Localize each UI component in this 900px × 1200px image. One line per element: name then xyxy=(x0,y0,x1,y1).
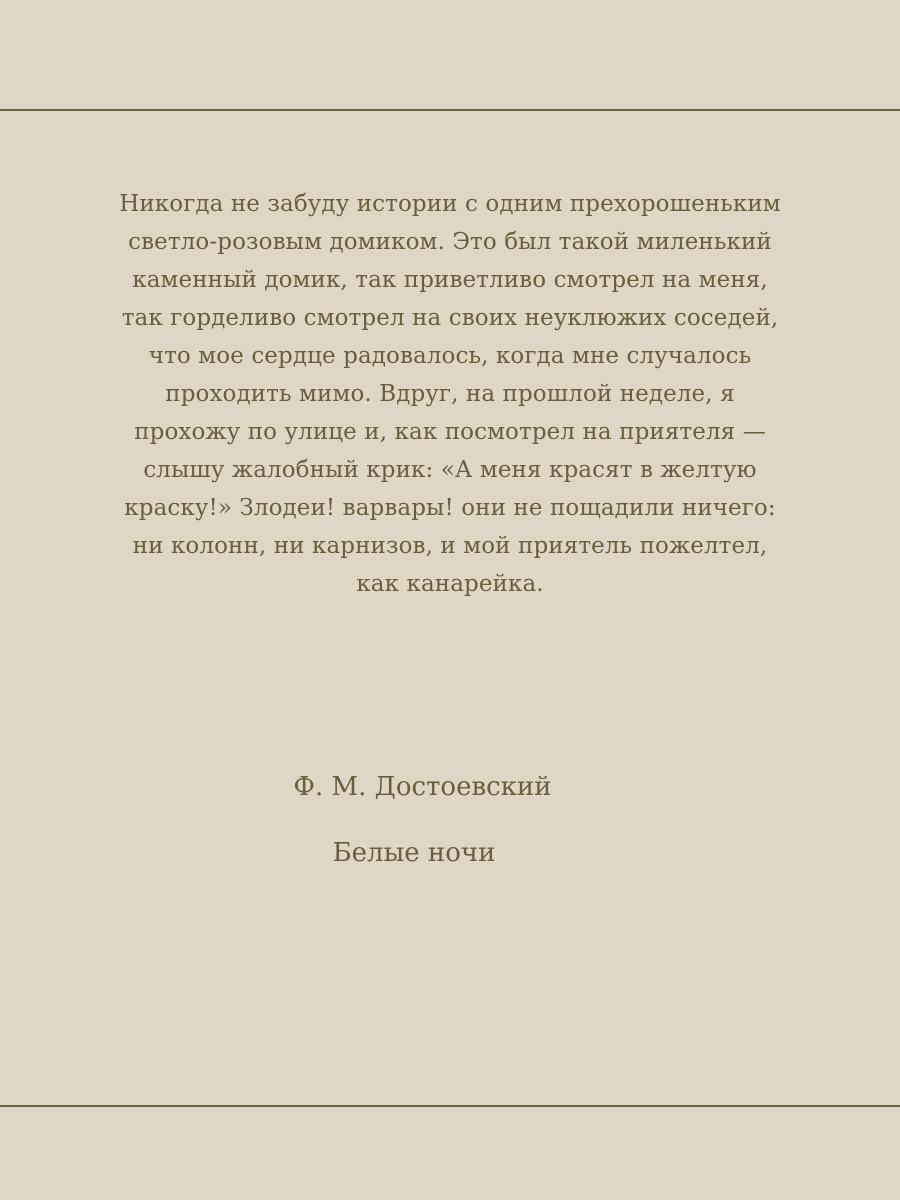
quote-line: слышу жалобный крик: «А меня красят в желтую xyxy=(143,457,757,483)
quote-line: краску!» Злодеи! варвары! они не пощадили ничего: xyxy=(124,495,776,521)
quote-line: проходить мимо. Вдруг, на прошлой неделе, я xyxy=(165,381,735,407)
quote-line: как канарейка. xyxy=(356,571,544,597)
quote-line: Никогда не забуду истории с одним прехорошеньким xyxy=(119,191,781,217)
quote-line: светло-розовым домиком. Это был такой миленький xyxy=(128,229,772,255)
author-name: Ф. М. Достоевский xyxy=(293,772,552,802)
bottom-divider xyxy=(0,1105,900,1107)
quote-text xyxy=(90,185,810,603)
quote-line: так горделиво смотрел на своих неуклюжих соседей, xyxy=(121,305,779,331)
work-title: Белые ночи xyxy=(332,838,496,868)
top-divider xyxy=(0,109,900,111)
quote-line: ни колонн, ни карнизов, и мой приятель пожелтел, xyxy=(132,533,768,559)
quote-line: что мое сердце радовалось, когда мне случалось xyxy=(148,343,752,369)
quote-line: прохожу по улице и, как посмотрел на приятеля — xyxy=(134,419,766,445)
quote-line: каменный домик, так приветливо смотрел на меня, xyxy=(132,267,768,293)
